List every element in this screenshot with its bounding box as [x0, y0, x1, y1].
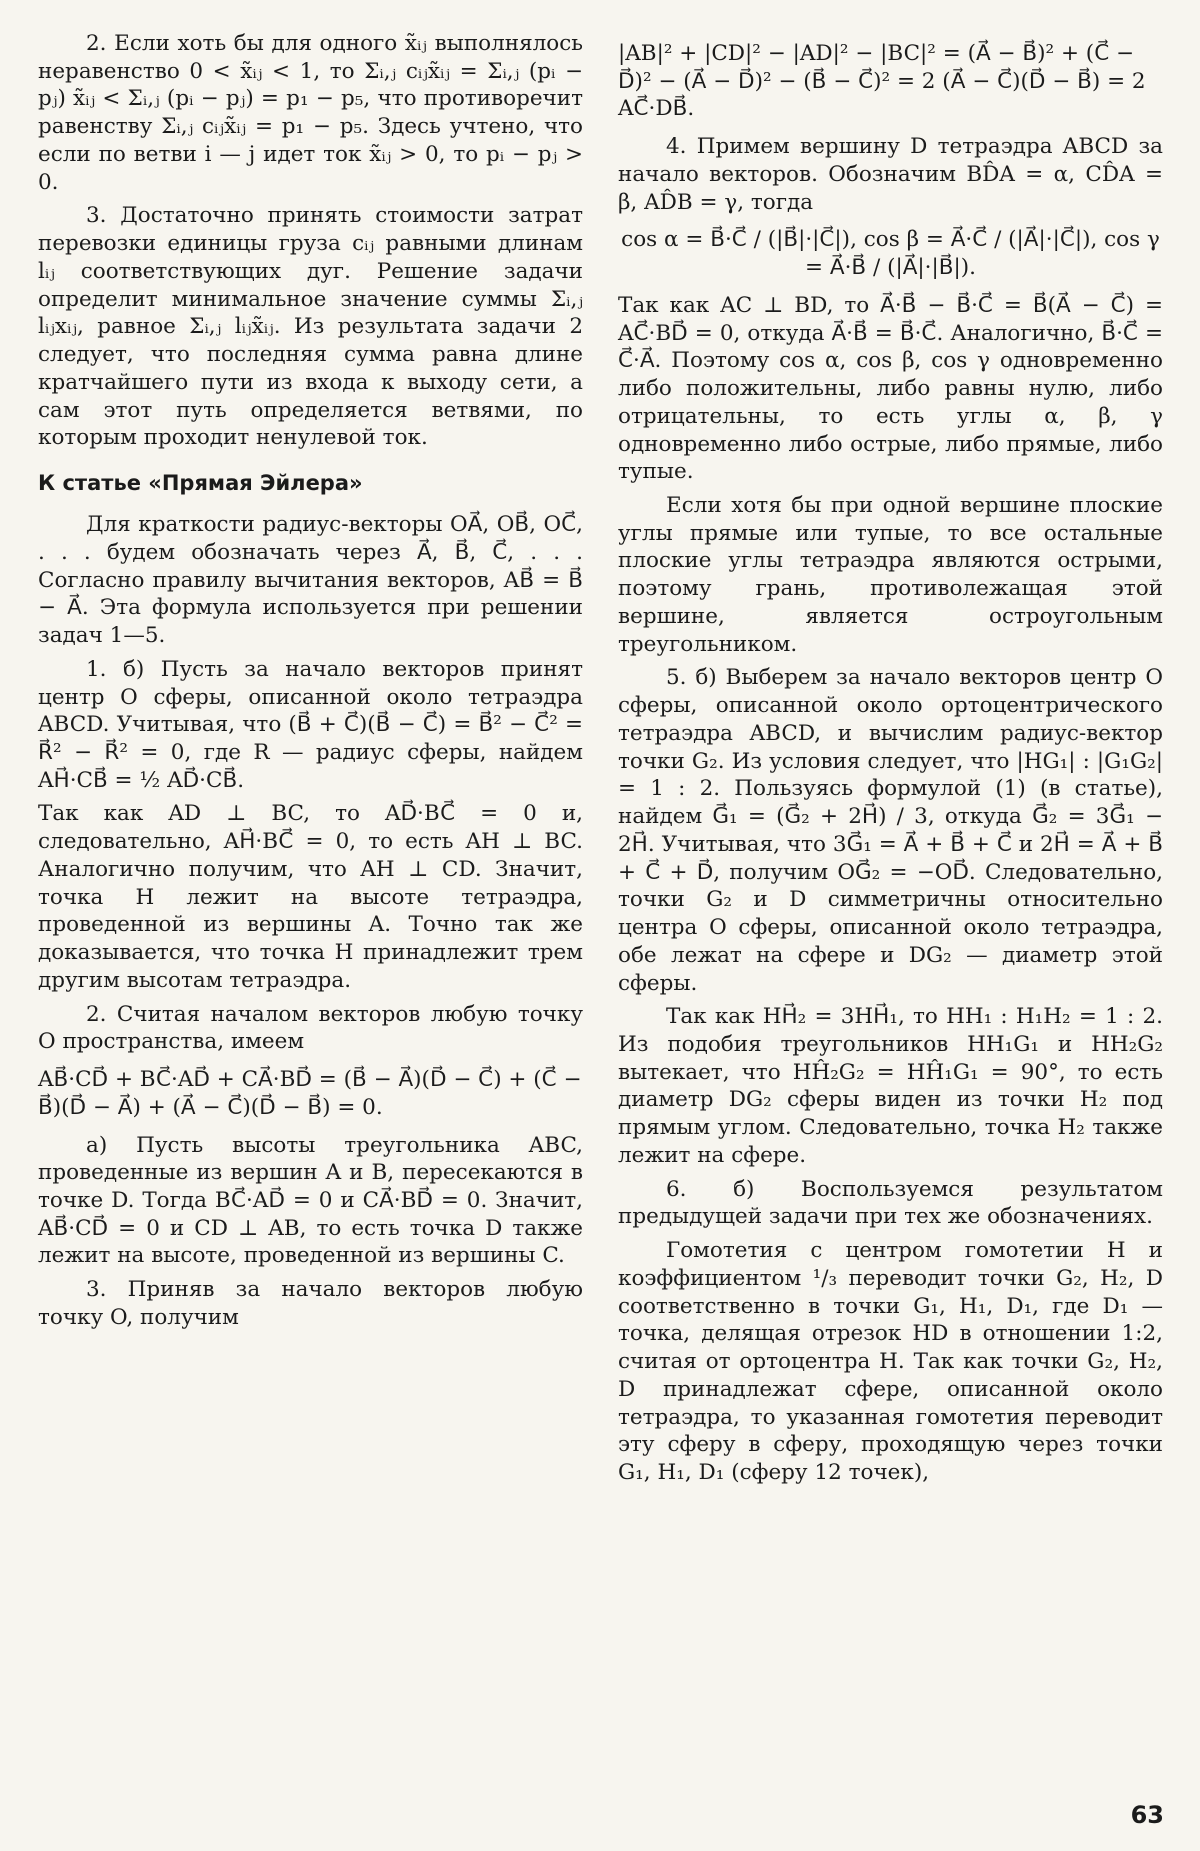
- right-column: [618, 30, 1163, 1493]
- section-heading: К статье «Прямая Эйлера»: [38, 471, 363, 496]
- solution-2: 2. Считая началом векторов любую точку O пространства, имеем: [38, 1001, 583, 1055]
- intro-paragraph: Для краткости радиус-векторы OA⃗, OB⃗, OC⃗, . . . будем обозначать через A⃗, B⃗, C⃗, . . . Согласно правилу вычитания векторов, AB⃗ = B⃗ − A⃗. Эта формула используется при решении задач 1—5.: [38, 512, 583, 649]
- solution-5b-continued: Так как HH⃗₂ = 3HH⃗₁, то HH₁ : H₁H₂ = 1 : 2. Из подобия треугольников HH₁G₁ и HH₂G₂ вытекает, что HĤ₂G₂ = HĤ₁G₁ = 90°, то есть диаметр DG₂ сферы виден из точки H₂ под прямым углом. Следовательно, точка H₂ также лежит на сфере.: [618, 1004, 1163, 1168]
- solution-4-conclusion: Если хотя бы при одной вершине плоские углы прямые или тупые, то все остальные плоские углы тетраэдра являются острыми, поэтому грань, противолежащая этой вершине, является остроугольным треугольником.: [618, 493, 1163, 657]
- formula-cosines: cos α = B⃗·C⃗ / (|B⃗|·|C⃗|), cos β = A⃗·C⃗ / (|A⃗|·|C⃗|), cos γ = A⃗·B⃗ / (|A⃗|·|B⃗|).: [621, 227, 1160, 281]
- page-number: 63: [1130, 1801, 1164, 1829]
- problem-3-text: 3. Достаточно принять стоимости затрат перевозки единицы груза cᵢⱼ равными длинам lᵢⱼ соответствующих дуг. Решение задачи определит минимальное значение суммы Σᵢ,ⱼ lᵢⱼxᵢⱼ, равное Σᵢ,ⱼ lᵢⱼx̃ᵢⱼ. Из результата задачи 2 следует, что последняя сумма равна длине кратчайшего пути из входа к выходу сети, а сам этот путь определяется ветвями, по которым проходит ненулевой ток.: [38, 203, 583, 451]
- formula-identity: AB⃗·CD⃗ + BC⃗·AD⃗ + CA⃗·BD⃗ = (B⃗ − A⃗)(D⃗ − C⃗) + (C⃗ − B⃗)(D⃗ − A⃗) + (A⃗ − C⃗)(D⃗ − B⃗) = 0.: [38, 1067, 582, 1120]
- solution-6b: 6. б) Воспользуемся результатом предыдущей задачи при тех же обозначениях.: [618, 1176, 1163, 1230]
- solution-4-continued: Так как AC ⊥ BD, то A⃗·B⃗ − B⃗·C⃗ = B⃗(A⃗ − C⃗) = AC⃗·BD⃗ = 0, откуда A⃗·B⃗ = B⃗·C⃗. Аналогично, B⃗·C⃗ = C⃗·A⃗. Поэтому cos α, cos β, cos γ одновременно либо положительны, либо равны нулю, либо отрицательны, то есть углы α, β, γ одновременно либо острые, либо прямые, либо тупые.: [618, 292, 1163, 485]
- formula-squares: |AB|² + |CD|² − |AD|² − |BC|² = (A⃗ − B⃗)² + (C⃗ − D⃗)² − (A⃗ − D⃗)² − (B⃗ − C⃗)² = 2 (A⃗ − C⃗)(D⃗ − B⃗) = 2 AC⃗·DB⃗.: [618, 41, 1146, 122]
- problem-2-text: 2. Если хоть бы для одного x̃ᵢⱼ выполнялось неравенство 0 < x̃ᵢⱼ < 1, то Σᵢ,ⱼ cᵢⱼx̃ᵢⱼ = Σᵢ,ⱼ (pᵢ − pⱼ) x̃ᵢⱼ < Σᵢ,ⱼ (pᵢ − pⱼ) = p₁ − p₅, что противоречит равенству Σᵢ,ⱼ cᵢⱼx̃ᵢⱼ = p₁ − p₅. Здесь учтено, что если по ветви i — j идет ток x̃ᵢⱼ > 0, то pᵢ − pⱼ > 0.: [38, 31, 583, 195]
- solution-6b-homothety: Гомотетия с центром гомотетии H и коэффициентом ¹/₃ переводит точки G₂, H₂, D соответственно в точки G₁, H₁, D₁, где D₁ — точка, делящая отрезок HD в отношении 1:2, считая от ортоцентра H. Так как точки G₂, H₂, D принадлежат сфере, описанной около тетраэдра, то указанная гомотетия переводит эту сферу в сферу, проходящую через точки G₁, H₁, D₁ (сферу 12 точек),: [618, 1238, 1163, 1485]
- solution-3: 3. Приняв за начало векторов любую точку O, получим: [38, 1277, 583, 1330]
- solution-2a: а) Пусть высоты треугольника ABC, проведенные из вершин A и B, пересекаются в точке D. Тогда BC⃗·AD⃗ = 0 и CA⃗·BD⃗ = 0. Значит, AB⃗·CD⃗ = 0 и CD ⊥ AB, то есть точка D также лежит на высоте, проведенной из вершины C.: [38, 1132, 583, 1269]
- solution-4: 4. Примем вершину D тетраэдра ABCD за начало векторов. Обозначим BD̂A = α, CD̂A = β, AD̂B = γ, тогда: [618, 134, 1163, 215]
- solution-5b: 5. б) Выберем за начало векторов центр O сферы, описанной около ортоцентрического тетраэдра ABCD, и вычислим радиус-вектор точки G₂. Из условия следует, что |HG₁| : |G₁G₂| = 1 : 2. Пользуясь формулой (1) (в статье), найдем G⃗₁ = (G⃗₂ + 2H⃗) / 3, откуда G⃗₂ = 3G⃗₁ − 2H⃗. Учитывая, что 3G⃗₁ = A⃗ + B⃗ + C⃗ и 2H⃗ = A⃗ + B⃗ + C⃗ + D⃗, получим OG⃗₂ = −OD⃗. Следовательно, точки G₂ и D симметричны относительно центра O сферы, описанной около тетраэдра, обе лежат на сфере и DG₂ — диаметр этой сферы.: [618, 665, 1163, 996]
- left-column: [38, 30, 583, 1338]
- solution-1b-continued: Так как AD ⊥ BC, то AD⃗·BC⃗ = 0 и, следовательно, AH⃗·BC⃗ = 0, то есть AH ⊥ BC. Аналогично получим, что AH ⊥ CD. Значит, точка H лежит на высоте тетраэдра, проведенной из вершины A. Точно так же доказывается, что точка H принадлежит трем другим высотам тетраэдра.: [38, 801, 583, 993]
- solution-1b: 1. б) Пусть за начало векторов принят центр O сферы, описанной около тетраэдра ABCD. Учитывая, что (B⃗ + C⃗)(B⃗ − C⃗) = B⃗² − C⃗² = R⃗² − R⃗² = 0, где R — радиус сферы, найдем AH⃗·CB⃗ = ½ AD⃗·CB⃗.: [38, 656, 583, 793]
